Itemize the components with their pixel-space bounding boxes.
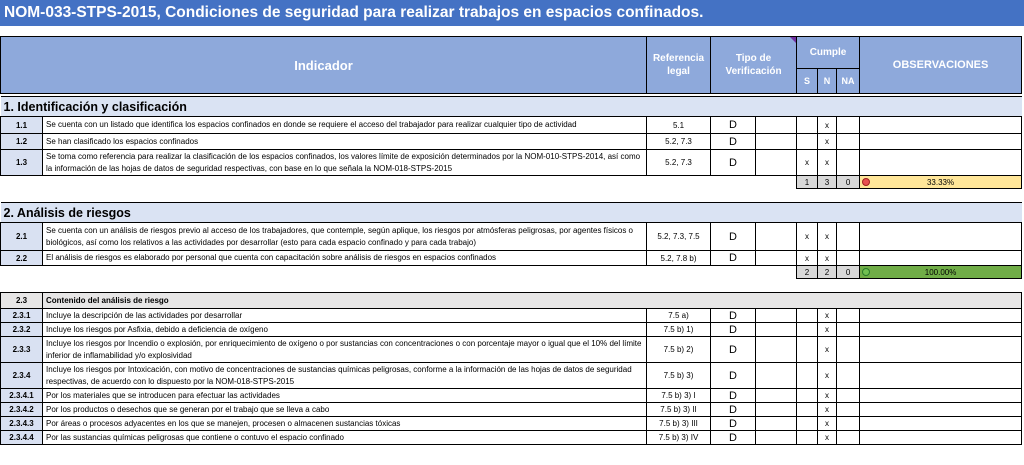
item-observaciones[interactable] xyxy=(860,403,1022,417)
item-n[interactable]: x xyxy=(818,417,837,431)
item-tipo[interactable]: D xyxy=(711,363,756,389)
item-reference[interactable]: 5.2, 7.3 xyxy=(647,150,711,176)
item-observaciones[interactable] xyxy=(860,223,1022,251)
summary-blank xyxy=(711,176,756,189)
section-header xyxy=(1,203,1022,223)
section-header xyxy=(1,97,1022,117)
item-tipo[interactable]: D xyxy=(711,134,756,150)
item-reference[interactable]: 7.5 b) 3) xyxy=(647,363,711,389)
item-na[interactable] xyxy=(837,251,860,266)
item-description[interactable]: Se toma como referencia para realizar la clasificación de los espacios confinados, los valores límite de exposición determinados por la NOM-010-STPS-2014, así como la información de las hojas de datos de seguridad respectivas, con base en lo que señala la NOM-018-STPS-2015 xyxy=(43,150,647,176)
item-n[interactable]: x xyxy=(818,363,837,389)
item-reference[interactable]: 5.2, 7.8 b) xyxy=(647,251,711,266)
header-referencia[interactable]: Referencia legal xyxy=(647,37,711,94)
summary-blank xyxy=(647,266,711,279)
summary-percentage[interactable] xyxy=(860,176,1022,189)
header-indicador[interactable]: Indicador xyxy=(1,37,647,94)
item-s[interactable] xyxy=(797,323,818,337)
item-description[interactable]: Se cuenta con un listado que identifica los espacios confinados en donde se requiere el acceso del trabajador para realizar cualquier tipo de actividad xyxy=(43,117,647,134)
item-na[interactable] xyxy=(837,117,860,134)
item-observaciones[interactable] xyxy=(860,431,1022,445)
table-row xyxy=(1,117,1022,134)
item-observaciones[interactable] xyxy=(860,389,1022,403)
header-tipo-label: Tipo de Verificación xyxy=(725,53,782,77)
item-description[interactable]: Por los productos o desechos que se generan por el trabajo que se lleva a cabo xyxy=(43,403,647,417)
item-reference[interactable]: 7.5 b) 3) II xyxy=(647,403,711,417)
item-observaciones[interactable] xyxy=(860,417,1022,431)
item-observaciones[interactable] xyxy=(860,134,1022,150)
item-na[interactable] xyxy=(837,403,860,417)
summary-percentage-value: 33.33% xyxy=(926,177,955,187)
item-tipo[interactable]: D xyxy=(711,251,756,266)
item-n[interactable]: x xyxy=(818,337,837,363)
item-tipo[interactable]: D xyxy=(711,117,756,134)
subsection-title[interactable]: Contenido del análisis de riesgo xyxy=(43,293,1022,309)
item-description[interactable]: Se cuenta con un análisis de riesgos previo al acceso de los trabajadores, que contemple, según aplique, los riesgos por atmósferas peligrosas, por agentes físicos o biológicos, así como los relativos a las actividades por desarrollar (esto para cada espacio confinado y para cada trabajo) xyxy=(43,223,647,251)
item-number[interactable]: 2.3.4 xyxy=(1,363,43,389)
item-s[interactable] xyxy=(797,403,818,417)
item-reference[interactable]: 7.5 b) 2) xyxy=(647,337,711,363)
table-row xyxy=(1,309,1022,323)
spacer-row xyxy=(1,189,1022,203)
item-n[interactable]: x xyxy=(818,431,837,445)
item-n[interactable]: x xyxy=(818,150,837,176)
item-na[interactable] xyxy=(837,337,860,363)
item-number[interactable]: 2.3.3 xyxy=(1,337,43,363)
item-tipo-extra[interactable] xyxy=(756,134,797,150)
item-description[interactable]: Incluye los riesgos por Intoxicación, con motivo de concentraciones de sustancias químicas peligrosas, conforme a la información de las hojas de datos de seguridad respectivas, de acuerdo con lo dispuesto por la NOM-018-STPS-2015 xyxy=(43,363,647,389)
summary-n[interactable]: 3 xyxy=(818,176,837,189)
table-row xyxy=(1,389,1022,403)
item-tipo-extra[interactable] xyxy=(756,223,797,251)
table-row xyxy=(1,417,1022,431)
item-description[interactable]: Por los materiales que se introducen para efectuar las actividades xyxy=(43,389,647,403)
item-na[interactable] xyxy=(837,417,860,431)
item-n[interactable]: x xyxy=(818,389,837,403)
table-row xyxy=(1,150,1022,176)
item-tipo-extra[interactable] xyxy=(756,431,797,445)
header-observaciones[interactable]: OBSERVACIONES xyxy=(860,37,1022,94)
item-number[interactable]: 2.3.4.1 xyxy=(1,389,43,403)
comment-indicator-icon[interactable] xyxy=(790,37,796,43)
item-observaciones[interactable] xyxy=(860,150,1022,176)
item-observaciones[interactable] xyxy=(860,251,1022,266)
item-na[interactable] xyxy=(837,323,860,337)
section-title[interactable]: 2. Análisis de riesgos xyxy=(1,203,860,223)
section-blank[interactable] xyxy=(860,97,1022,117)
summary-na[interactable]: 0 xyxy=(837,176,860,189)
summary-s[interactable]: 1 xyxy=(797,176,818,189)
item-tipo-extra[interactable] xyxy=(756,337,797,363)
sheet-title[interactable]: NOM-033-STPS-2015, Condiciones de seguridad para realizar trabajos en espacios confinados. xyxy=(0,0,1024,26)
item-s[interactable]: x xyxy=(797,223,818,251)
summary-s[interactable]: 2 xyxy=(797,266,818,279)
item-number[interactable]: 1.2 xyxy=(1,134,43,150)
item-s[interactable] xyxy=(797,337,818,363)
status-dot-icon xyxy=(862,178,870,186)
spacer xyxy=(1,189,1022,203)
item-tipo-extra[interactable] xyxy=(756,150,797,176)
item-tipo[interactable]: D xyxy=(711,150,756,176)
item-n[interactable]: x xyxy=(818,403,837,417)
item-s[interactable] xyxy=(797,117,818,134)
table-row xyxy=(1,431,1022,445)
summary-percentage-value: 100.00% xyxy=(924,267,957,277)
item-na[interactable] xyxy=(837,150,860,176)
summary-blank xyxy=(711,266,756,279)
section-summary xyxy=(1,266,1022,279)
item-s[interactable] xyxy=(797,363,818,389)
summary-na[interactable]: 0 xyxy=(837,266,860,279)
item-s[interactable]: x xyxy=(797,251,818,266)
summary-blank xyxy=(1,266,43,279)
item-tipo-extra[interactable] xyxy=(756,389,797,403)
item-tipo-extra[interactable] xyxy=(756,309,797,323)
item-observaciones[interactable] xyxy=(860,363,1022,389)
item-tipo[interactable]: D xyxy=(711,337,756,363)
header-na[interactable]: NA xyxy=(837,69,860,94)
item-tipo-extra[interactable] xyxy=(756,251,797,266)
item-description[interactable]: Se han clasificado los espacios confinados xyxy=(43,134,647,150)
item-reference[interactable]: 7.5 b) 1) xyxy=(647,323,711,337)
item-tipo-extra[interactable] xyxy=(756,323,797,337)
item-s[interactable] xyxy=(797,431,818,445)
table-row xyxy=(1,251,1022,266)
summary-blank xyxy=(647,176,711,189)
item-observaciones[interactable] xyxy=(860,309,1022,323)
item-s[interactable] xyxy=(797,417,818,431)
table-row xyxy=(1,223,1022,251)
table-row xyxy=(1,403,1022,417)
spacer xyxy=(1,279,1022,293)
item-number[interactable]: 2.3.2 xyxy=(1,323,43,337)
item-reference[interactable]: 5.1 xyxy=(647,117,711,134)
item-na[interactable] xyxy=(837,134,860,150)
item-tipo[interactable]: D xyxy=(711,417,756,431)
item-description[interactable]: Por áreas o procesos adyacentes en los que se manejen, procesen o almacenen sustancias tóxicas xyxy=(43,417,647,431)
item-na[interactable] xyxy=(837,309,860,323)
item-description[interactable]: El análisis de riesgos es elaborado por personal que cuenta con capacitación sobre análisis de riesgos en espacios confinados xyxy=(43,251,647,266)
item-number[interactable]: 1.3 xyxy=(1,150,43,176)
section-summary xyxy=(1,176,1022,189)
item-n[interactable]: x xyxy=(818,223,837,251)
item-reference[interactable]: 5.2, 7.3, 7.5 xyxy=(647,223,711,251)
item-na[interactable] xyxy=(837,389,860,403)
item-reference[interactable]: 7.5 b) 3) III xyxy=(647,417,711,431)
item-reference[interactable]: 7.5 b) 3) I xyxy=(647,389,711,403)
summary-blank xyxy=(1,176,43,189)
item-tipo[interactable]: D xyxy=(711,223,756,251)
item-tipo[interactable]: D xyxy=(711,323,756,337)
spacer-row xyxy=(1,279,1022,293)
item-number[interactable]: 2.3.1 xyxy=(1,309,43,323)
header-cumple[interactable]: Cumple xyxy=(797,37,860,69)
item-number[interactable]: 2.2 xyxy=(1,251,43,266)
item-number[interactable]: 2.1 xyxy=(1,223,43,251)
checklist-table xyxy=(0,36,1022,445)
item-s[interactable] xyxy=(797,134,818,150)
item-n[interactable]: x xyxy=(818,323,837,337)
header-s[interactable]: S xyxy=(797,69,818,94)
item-description[interactable]: Incluye los riesgos por Incendio o explosión, por enriquecimiento de oxígeno o por sustancias con concentraciones o con porcentaje mayor o igual que el 10% del límite inferior de inflamabilidad y/o explosividad xyxy=(43,337,647,363)
section-blank[interactable] xyxy=(860,203,1022,223)
item-tipo[interactable]: D xyxy=(711,403,756,417)
item-reference[interactable]: 7.5 b) 3) IV xyxy=(647,431,711,445)
summary-blank xyxy=(43,176,647,189)
item-description[interactable]: Por las sustancias químicas peligrosas que contiene o contuvo el espacio confinado xyxy=(43,431,647,445)
item-description[interactable]: Incluye los riesgos por Asfixia, debido a deficiencia de oxígeno xyxy=(43,323,647,337)
section-title[interactable]: 1. Identificación y clasificación xyxy=(1,97,860,117)
subsection-header xyxy=(1,293,1022,309)
table-row xyxy=(1,323,1022,337)
summary-blank xyxy=(756,266,797,279)
item-number[interactable]: 2.3.4.3 xyxy=(1,417,43,431)
status-dot-icon xyxy=(862,268,870,276)
table-row xyxy=(1,337,1022,363)
summary-percentage[interactable] xyxy=(860,266,1022,279)
item-observaciones[interactable] xyxy=(860,337,1022,363)
item-s[interactable] xyxy=(797,389,818,403)
item-tipo-extra[interactable] xyxy=(756,363,797,389)
table-row xyxy=(1,363,1022,389)
item-s[interactable] xyxy=(797,309,818,323)
item-observaciones[interactable] xyxy=(860,117,1022,134)
item-na[interactable] xyxy=(837,363,860,389)
summary-blank xyxy=(43,266,647,279)
item-observaciones[interactable] xyxy=(860,323,1022,337)
subsection-number[interactable]: 2.3 xyxy=(1,293,43,309)
summary-blank xyxy=(756,176,797,189)
item-number[interactable]: 2.3.4.2 xyxy=(1,403,43,417)
item-s[interactable]: x xyxy=(797,150,818,176)
item-n[interactable]: x xyxy=(818,251,837,266)
item-reference[interactable]: 5.2, 7.3 xyxy=(647,134,711,150)
table-row xyxy=(1,134,1022,150)
item-tipo[interactable]: D xyxy=(711,309,756,323)
item-number[interactable]: 1.1 xyxy=(1,117,43,134)
item-tipo[interactable]: D xyxy=(711,431,756,445)
summary-n[interactable]: 2 xyxy=(818,266,837,279)
header-n[interactable]: N xyxy=(818,69,837,94)
item-tipo-extra[interactable] xyxy=(756,403,797,417)
item-reference[interactable]: 7.5 a) xyxy=(647,309,711,323)
item-n[interactable]: x xyxy=(818,117,837,134)
item-tipo-extra[interactable] xyxy=(756,117,797,134)
item-na[interactable] xyxy=(837,223,860,251)
item-na[interactable] xyxy=(837,431,860,445)
item-n[interactable]: x xyxy=(818,309,837,323)
item-tipo[interactable]: D xyxy=(711,389,756,403)
item-tipo-extra[interactable] xyxy=(756,417,797,431)
item-n[interactable]: x xyxy=(818,134,837,150)
header-tipo[interactable] xyxy=(711,37,797,94)
item-description[interactable]: Incluye la descripción de las actividades por desarrollar xyxy=(43,309,647,323)
item-number[interactable]: 2.3.4.4 xyxy=(1,431,43,445)
